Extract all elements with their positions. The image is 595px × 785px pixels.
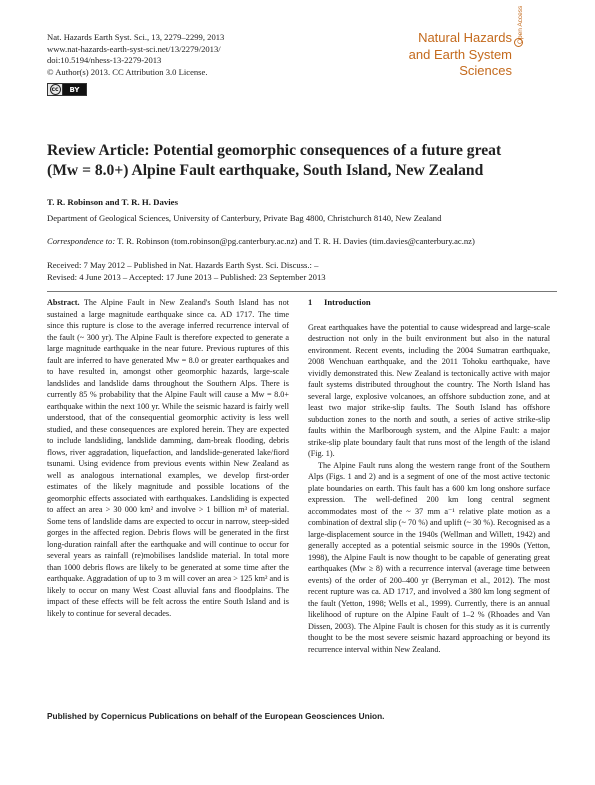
journal-citation: Nat. Hazards Earth Syst. Sci., 13, 2279–2299, 2013 <box>47 32 225 42</box>
article-doi[interactable]: doi:10.5194/nhess-13-2279-2013 <box>47 55 162 66</box>
header-divider <box>47 291 557 292</box>
received-date: Received: 7 May 2012 – Published in Nat. Hazards Earth Syst. Sci. Discuss.: – <box>47 260 319 270</box>
cc-icon: cc <box>48 84 63 95</box>
journal-name-line1: Natural Hazards <box>418 30 512 45</box>
revised-date: Revised: 4 June 2013 – Accepted: 17 June 2013 – Published: 23 September 2013 <box>47 271 326 282</box>
authors: T. R. Robinson and T. R. H. Davies <box>47 197 179 207</box>
by-icon: BY <box>63 84 86 95</box>
article-dates <box>47 260 326 283</box>
abstract-column <box>47 297 289 619</box>
open-access-label: Open Access <box>517 5 524 44</box>
article-url[interactable]: www.nat-hazards-earth-syst-sci.net/13/2279/2013/ <box>47 43 221 54</box>
section-heading <box>308 297 550 309</box>
title-line-2: (Mw = 8.0+) Alpine Fault earthquake, South Island, New Zealand <box>47 162 484 179</box>
correspondence <box>47 236 475 246</box>
journal-logo <box>409 30 512 80</box>
correspondence-emails[interactable]: T. R. Robinson (tom.robinson@pg.canterbury.ac.nz) and T. R. H. Davies (tim.davies@canterbury.ac.nz) <box>115 236 475 246</box>
publisher-footer: Published by Copernicus Publications on behalf of the European Geosciences Union. <box>47 711 385 721</box>
header-metadata <box>47 32 224 78</box>
article-title <box>47 141 557 181</box>
correspondence-label: Correspondence to: <box>47 236 116 246</box>
abstract-text: The Alpine Fault in New Zealand's South Island has not sustained a large magnitude earthquake since ca. AD 1717. The time since this rupture is close to the average inferred recurrence interval of the fault (~ 300 yr). The Alpine Fault is therefore expected to generate a large magnitude earthquake in the near future. Previous ruptures of this fault are inferred to have generated Mw = 8.0 or greater earthquakes and to have resulted in, amongst other geomorphic hazards, large-scale landslides and landslide dams throughout the Southern Alps. There is currently 85 % probability that the Alpine Fault will cause a Mw = 8.0+ earthquake within the next 100 yr. While the seismic hazard is fairly well understood, that of the consequential geomorphic activity is less well studied, and these consequences are explored herein. They are expected to include landsliding, landslide damming, dam-break flooding, debris flows, river aggradation, liquefaction, and landslide-generated lake/fiord tsunami. Using evidence from previous events within New Zealand as well as analogous international examples, we develop first-order estimates of the likely magnitude and possible locations of the geomorphic effects associated with earthquakes. Landsliding is expected to affect an area > 30 000 km² and involve > 1 billion m³ of material. Some tens of landslide dams are expected to occur in narrow, steep-sided gorges in the affected region. Debris flows will be generated in the first long-duration rainfall after the earthquake and will continue to occur for several years as rainfall (re)mobilises landslide material. In total more than 1000 debris flows are likely to be generated at some time after the earthquake. Aggradation of up to 3 m will cover an area > 125 km² and is likely to occur on many West Coast alluvial fans and floodplains. The impact of these effects will be felt across the entire South Island and is likely to continue for several decades. <box>47 298 289 618</box>
intro-paragraph-1: Great earthquakes have the potential to cause widespread and large-scale destruction not only in the built environment but also in the natural environment. Recent events, including the 2004 Sumatran earthquake, 2008 Wenchuan earthquake, and the 2011 Tohoku earthquake, have vividly demonstrated this. New Zealand is tectonically active with major fault systems distributed throughout the country. The North Island has several large, explosive volcanoes, an offshore subduction zone, and at least two major strike-slip faults. The South Island has offshore subduction zones to the north and south, a series of active strike-slip faults within the Marlborough system, and the Alpine Fault: a major strike-slip plate boundary fault that runs most of the length of the island (Fig. 1). <box>308 322 550 458</box>
intro-paragraph-2: The Alpine Fault runs along the western range front of the Southern Alps (Figs. 1 and 2) and is a segment of one of the most active tectonic plate boundaries on earth. This fault has a 600 km long onshore surface expression. The well-defined 200 km long central segment accommodates most of the ~ 37 mm a⁻¹ relative plate motion as a combination of dextral slip (~ 70 %) and uplift (~ 30 %). Recognised as a large-displacement source in the 1940s (Wellman and Willett, 1942) and generally accepted as a potential seismic source in the 1990s (Yetton, 1998), the Alpine Fault is now thought to be capable of generating great earthquakes (Mw ≥ 8) with a recurrence interval (average time between events) of the order of 200–400 yr (Berryman et al., 2012). The most recent rupture was ca. AD 1717, and involved a 380 km long segment of the fault (Yetton, 1998; Wells et al., 1999). Currently, there is an annual likelihood of rupture on the Alpine Fault of 1–2 % (Rhoades and Van Dissen, 2003). The Alpine Fault is chosen for this study as it is currently thought to be the most severe seismic hazard approaching or beyond its recurrence interval within New Zealand. <box>308 460 550 654</box>
section-title: Introduction <box>324 297 371 307</box>
abstract <box>47 297 289 619</box>
title-line-1: Review Article: Potential geomorphic consequences of a future great <box>47 142 502 159</box>
introduction-column <box>308 297 550 655</box>
affiliation: Department of Geological Sciences, University of Canterbury, Private Bag 4800, Christchurch 8140, New Zealand <box>47 213 442 223</box>
cc-license-badge[interactable] <box>47 83 87 96</box>
journal-name-line2: and Earth System <box>408 46 512 62</box>
section-number: 1 <box>308 297 313 307</box>
journal-name-line3: Sciences <box>459 63 512 78</box>
abstract-heading: Abstract. <box>47 298 80 307</box>
copyright-line: © Author(s) 2013. CC Attribution 3.0 License. <box>47 66 208 77</box>
